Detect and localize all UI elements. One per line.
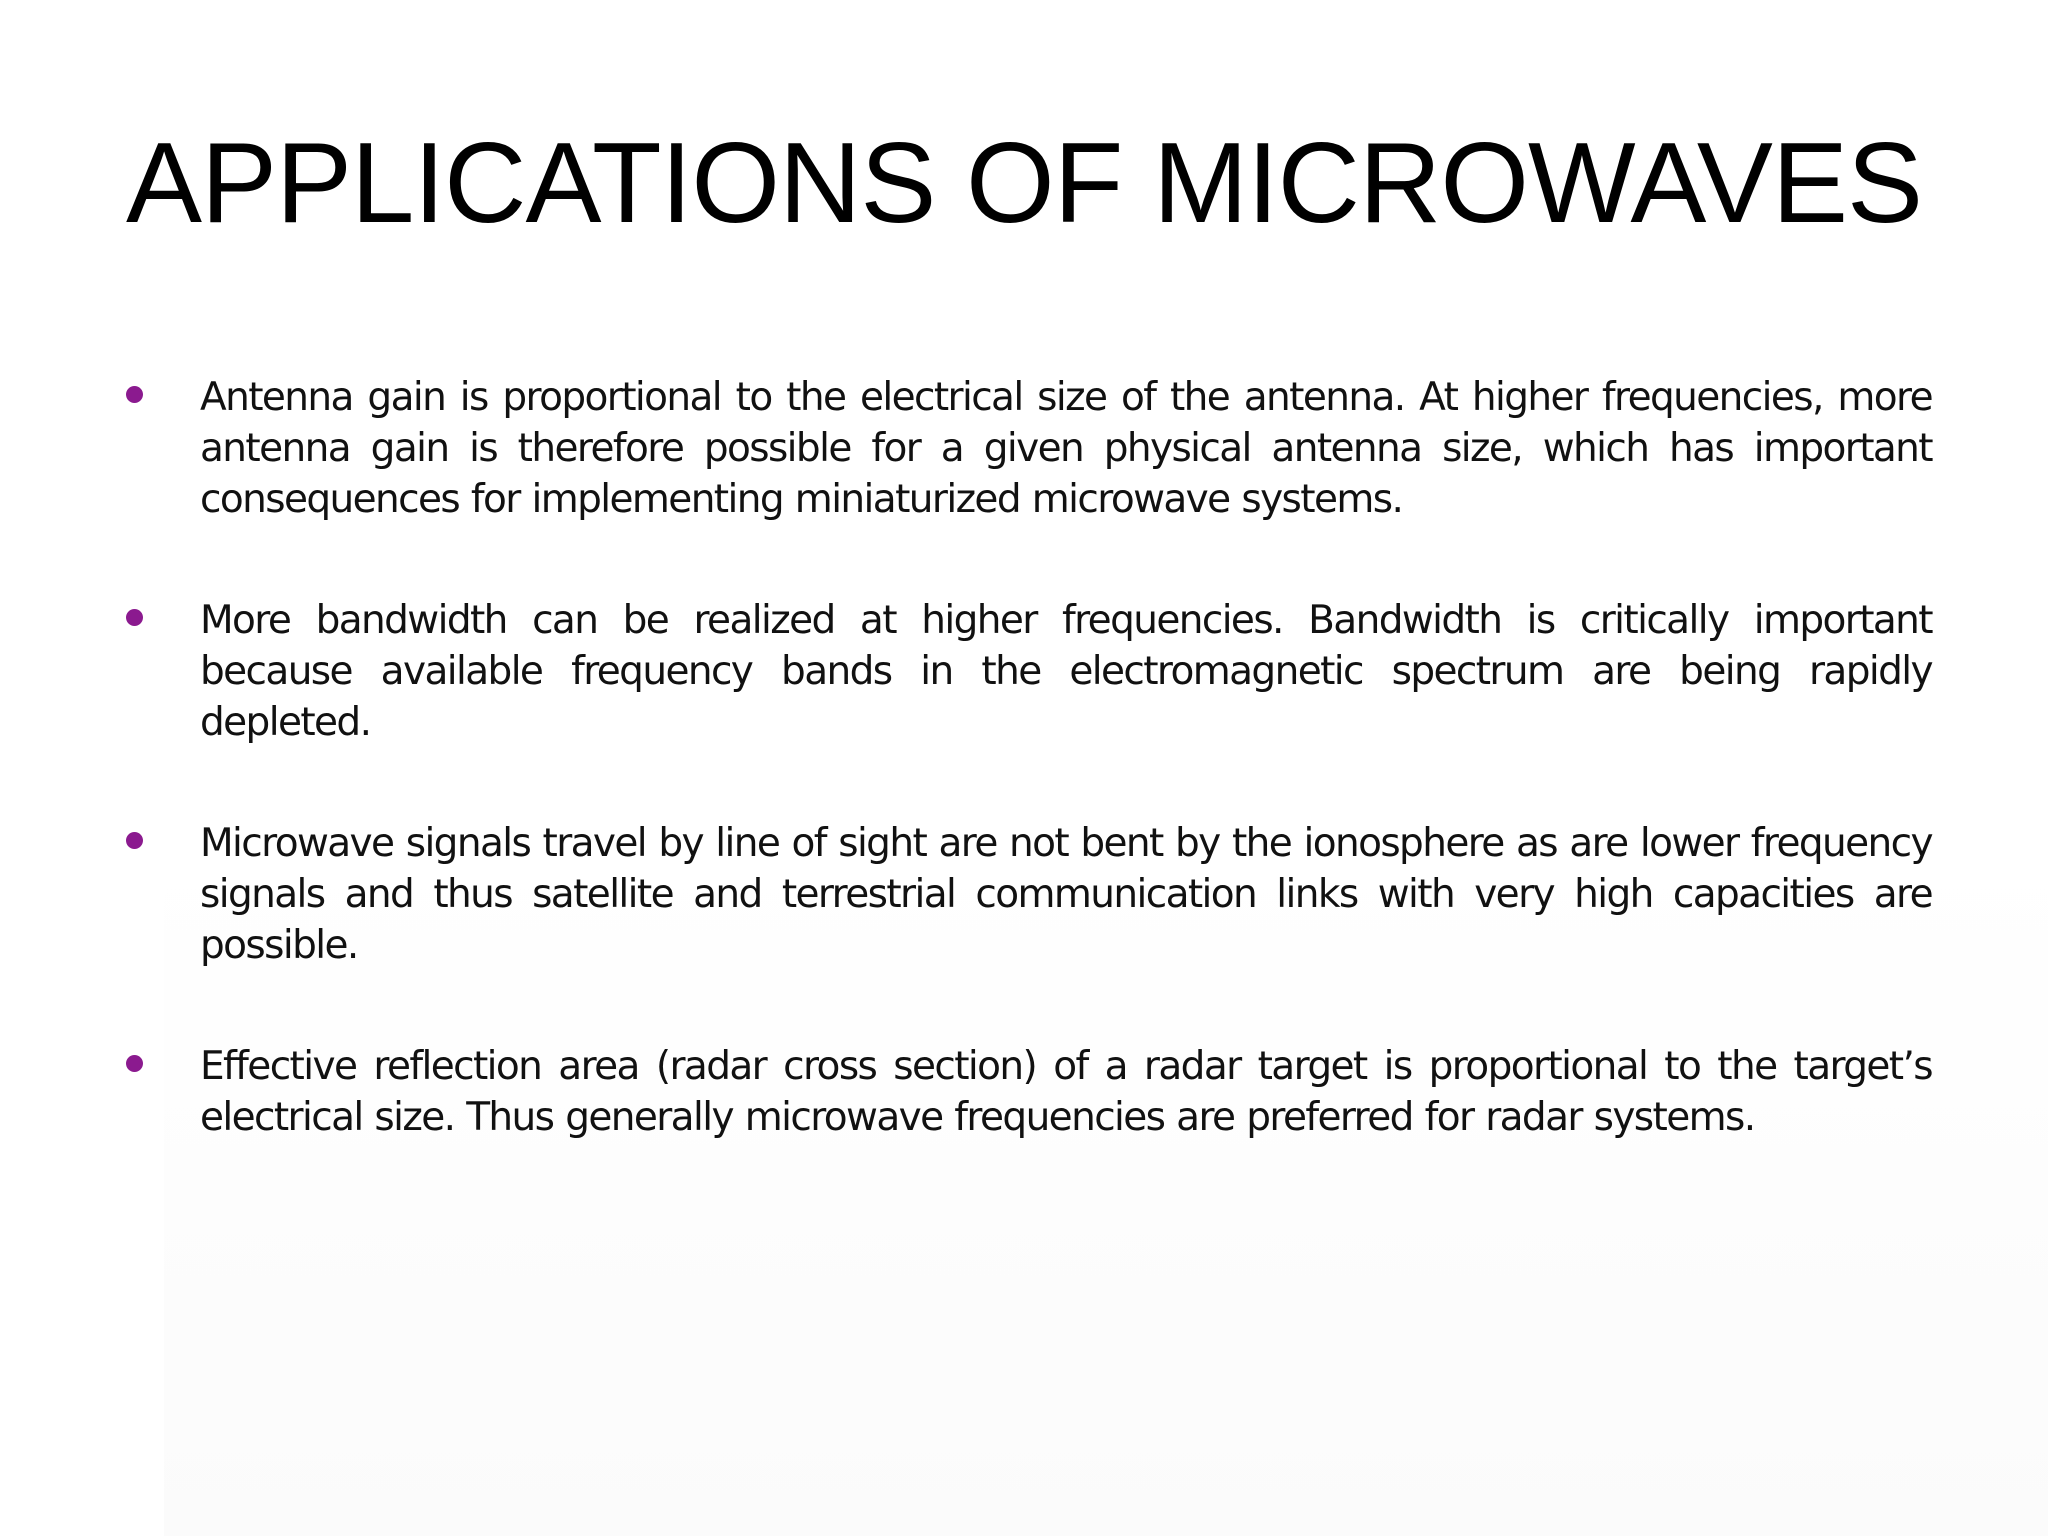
- bullet-item: [0, 595, 2048, 748]
- bullet-item: [0, 372, 2048, 525]
- bullet-item: [0, 1041, 2048, 1143]
- bullet-text: Antenna gain is proportional to the electrical size of the antenna. At higher frequencies, more antenna gain is therefore possible for a given physical antenna size, which has important consequences for implementing miniaturized microwave systems.: [200, 375, 1932, 522]
- bullet-item: [0, 818, 2048, 971]
- bullet-dot-icon: [126, 386, 143, 403]
- bullet-list: [0, 372, 2048, 1213]
- slide-title: APPLICATIONS OF MICROWAVES: [125, 120, 1923, 247]
- bullet-text: Microwave signals travel by line of sight are not bent by the ionosphere as are lower frequency signals and thus satellite and terrestrial communication links with very high capacities are possible.: [200, 821, 1932, 968]
- bullet-text: More bandwidth can be realized at higher frequencies. Bandwidth is critically important because available frequency bands in the electromagnetic spectrum are being rapidly depleted.: [200, 598, 1932, 745]
- bullet-dot-icon: [126, 609, 143, 626]
- bullet-dot-icon: [126, 1055, 143, 1072]
- bullet-text: Effective reflection area (radar cross section) of a radar target is proportional to the target’s electrical size. Thus generally microwave frequencies are preferred for radar systems.: [200, 1044, 1932, 1140]
- bullet-dot-icon: [126, 832, 143, 849]
